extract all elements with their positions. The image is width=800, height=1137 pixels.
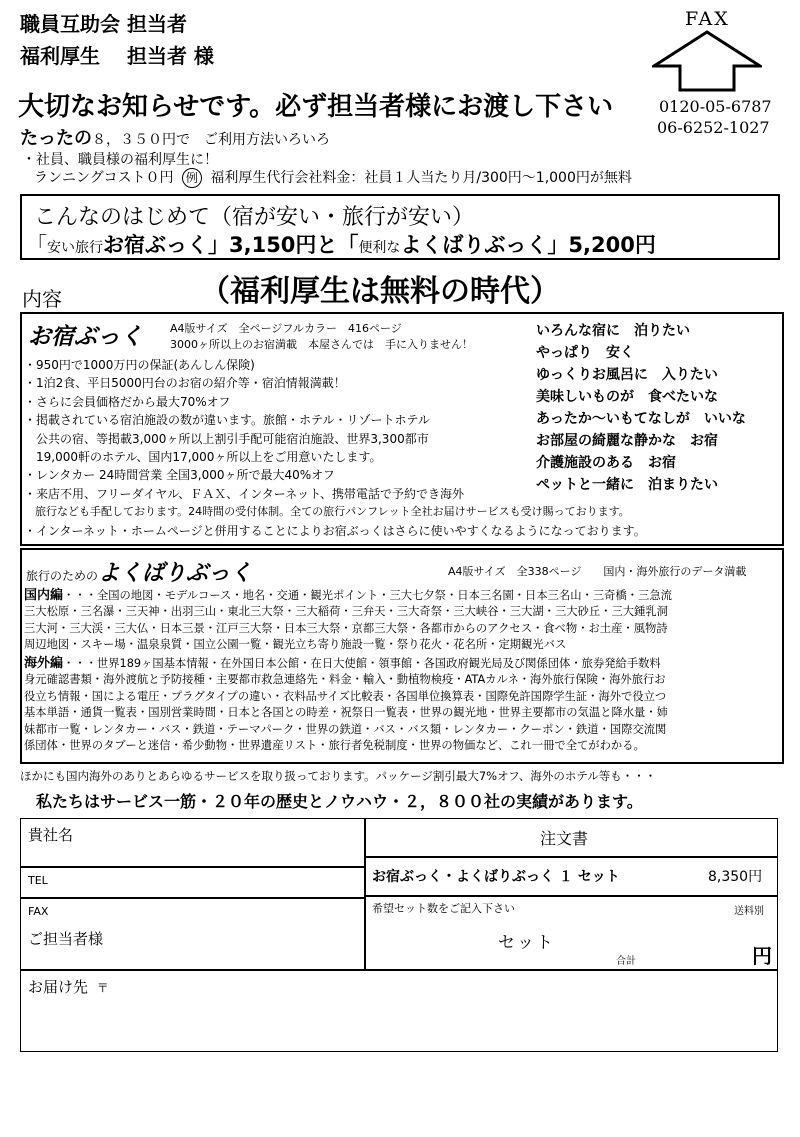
list-item: 公共の宿、等掲載3,000ヶ所以上割引手配可能宿泊施設、世界3,300都市 bbox=[24, 431, 429, 446]
domestic-label: 国内編 bbox=[24, 588, 64, 603]
section-title: （福利厚生は無料の時代） bbox=[200, 274, 560, 309]
yokubari-spec: A4版サイズ 全338ページ 国内・海外旅行のデータ満載 bbox=[448, 565, 747, 578]
domestic-line: ・・・全国の地図・モデルコース・地名・交通・観光ポイント・三大七夕祭・日本三名園・日本三名山・三奇橋・三急流 bbox=[63, 589, 672, 602]
order-product-price: 8,350円 bbox=[708, 869, 763, 885]
list-item: ・掲載されている宿泊施設の数が違います。旅館・ホテル・リゾートホテル bbox=[24, 413, 430, 428]
yokubari-title bbox=[26, 556, 252, 587]
bullet-welfare: ・社員、職員様の福利厚生に！ bbox=[22, 152, 218, 168]
promo-oyado-price: お宿ぶっく」3,150円と「 bbox=[103, 233, 359, 257]
promo-yokubari-price: よくばりぶっく」5,200円 bbox=[400, 233, 656, 257]
footer-note: ほかにも国内海外のありとあらゆるサービスを取り扱っております。パッケージ割引最大7%オフ、海外のホテル等も・・・ bbox=[20, 769, 657, 783]
running-cost-text: ランニングコスト０円 bbox=[34, 170, 174, 186]
quantity-prompt: 希望セット数をご記入下さい bbox=[372, 902, 515, 915]
yokubari-book-box bbox=[20, 548, 784, 764]
list-item: 19,000軒のホテル、国内17,000ヶ所以上をご用意いたします。 bbox=[24, 450, 382, 465]
order-product: お宿ぶっく・よくばりぶっく １ セット bbox=[372, 869, 620, 885]
domestic-section bbox=[24, 588, 672, 654]
postal-mark: 〒 bbox=[96, 981, 109, 995]
promo-quote-open: 「 bbox=[26, 233, 47, 257]
address-field bbox=[28, 976, 109, 997]
form-divider bbox=[20, 897, 364, 899]
overseas-section bbox=[24, 656, 668, 754]
wish-item: ゆっくりお風呂に 入りたい bbox=[536, 367, 718, 383]
oyado-book-name: お宿ぶっく bbox=[28, 324, 143, 350]
form-divider-vertical bbox=[364, 818, 366, 970]
order-title: 注文書 bbox=[540, 829, 589, 848]
tel-field-label: TEL bbox=[28, 874, 48, 887]
price-line-lead: たったの bbox=[20, 128, 92, 149]
form-divider bbox=[364, 856, 778, 858]
contents-label: 内容 bbox=[22, 287, 62, 311]
wish-item: あったか〜いもてなしが いいな bbox=[536, 411, 746, 427]
form-divider bbox=[20, 866, 364, 868]
domestic-line: 三大松原・三名瀑・三天神・出羽三山・東北三大祭・三大稲荷・三弁天・三大奇祭・三大峡谷・三大湖・三大砂丘・三大鍾乳洞 bbox=[24, 605, 668, 619]
yokubari-prefix: 旅行のための bbox=[26, 569, 99, 583]
price-line bbox=[20, 124, 330, 150]
up-arrow-icon bbox=[652, 30, 762, 92]
oyado-spec-2: 3000ヶ所以上のお宿満載 本屋さんでは 手に入りません！ bbox=[170, 338, 473, 351]
overseas-line: 係団体・世界のタブーと迷信・希少動物・世界遺産リスト・旅行者免税制度・世界の物価など、これ一冊で全てがわかる。 bbox=[24, 739, 645, 753]
fax-field-label: FAX bbox=[28, 905, 49, 918]
yokubari-name: よくばりぶっく bbox=[98, 561, 253, 586]
wish-item: いろんな宿に 泊りたい bbox=[536, 323, 690, 339]
list-item: ・1泊2食、平日5000円台のお宿の紹介等・宿泊情報満載！ bbox=[24, 376, 346, 391]
promo-cheap-travel: 安い旅行 bbox=[47, 240, 103, 256]
shipping-note: 送料別 bbox=[734, 906, 764, 917]
overseas-line: 身元確認書類・海外渡航と予防接種・主要都市救急連絡先・料金・輸入・動植物検疫・ATAカルネ・海外旅行保険・海外旅行お bbox=[24, 673, 666, 687]
overseas-line: ・・・世界189ヶ国基本情報・在外国日本公館・在日大使館・領事館・各国政府観光局及び関係団体・旅券発給手数料 bbox=[63, 657, 661, 670]
contact-field-label: ご担当者様 bbox=[28, 930, 104, 948]
promo-convenient: 便利な bbox=[358, 240, 401, 256]
bullet-running-cost bbox=[34, 167, 632, 188]
company-field-label: 貴社名 bbox=[28, 826, 74, 844]
fax-label: FAX bbox=[685, 8, 730, 30]
domestic-line: 三大河・三大渓・三大仏・日本三景・江戸三大祭・日本三大祭・京都三大祭・各都市からのアクセス・食べ物・お土産・風物詩 bbox=[24, 621, 668, 635]
headline: 大切なお知らせです。必ず担当者様にお渡し下さい bbox=[18, 92, 614, 122]
recipient-line-2: 福利厚生 担当者 様 bbox=[20, 44, 214, 68]
oyado-spec-1: A4版サイズ 全ページフルカラー 416ページ bbox=[170, 322, 402, 335]
order-form bbox=[20, 818, 778, 1052]
domestic-line: 周辺地図・スキー場・温泉泉質・国立公園一覧・観光立ち寄り施設一覧・祭り花火・花名所・定期観光バス bbox=[24, 638, 567, 652]
phone-2: 06-6252-1027 bbox=[657, 118, 770, 137]
yen-mark: 円 bbox=[752, 944, 772, 968]
recipient-line-1: 職員互助会 担当者 bbox=[20, 12, 187, 36]
list-item: ・来店不用、フリーダイヤル、ＦＡＸ、インターネット、携帯電話で予約でき海外 bbox=[24, 486, 465, 501]
wish-item: やっぱり 安く bbox=[536, 345, 634, 361]
list-item: ・さらに会員価格だから最大70%オフ bbox=[24, 394, 231, 409]
wish-item: ペットと一緒に 泊まりたい bbox=[536, 477, 718, 493]
address-field-label: お届け先 bbox=[28, 978, 89, 996]
promo-line-1: こんなのはじめて（宿が安い・旅行が安い） bbox=[34, 205, 475, 230]
oyado-wish-list bbox=[536, 320, 746, 496]
oyado-book-box bbox=[20, 312, 784, 546]
list-item: ・レンタカー 24時間営業 全国3,000ヶ所で最大40%オフ bbox=[24, 468, 335, 483]
wish-item: 介護施設のある お宿 bbox=[536, 455, 676, 471]
form-divider bbox=[364, 895, 778, 897]
overseas-label: 海外編 bbox=[24, 656, 64, 671]
wish-item: 美味しいものが 食べたいな bbox=[536, 389, 718, 405]
total-label: 合計 bbox=[616, 956, 636, 967]
wish-item: お部屋の綺麗な静かな お宿 bbox=[536, 433, 718, 449]
list-item: ・インターネット・ホームページと併用することによりお宿ぶっくはさらに使いやすくなるようになっております。 bbox=[24, 523, 646, 538]
list-item: 旅行なども手配しております。24時間の受付体制。全ての旅行パンフレット全社お届けサービスも受け賜っております。 bbox=[24, 505, 630, 519]
overseas-line: 役立ち情報・国による電圧・プラグタイプの違い・衣料品サイズ比較表・各国単位換算表・国際免許国際学生証・海外で役立つ bbox=[24, 689, 667, 703]
phone-1: 0120-05-6787 bbox=[659, 97, 772, 116]
promo-box bbox=[20, 194, 780, 260]
fee-text: 福利厚生代行会社料金：社員１人当たり月/300円〜1,000円が無料 bbox=[210, 170, 632, 186]
promo-line-2 bbox=[26, 229, 656, 259]
list-item: ・950円で1000万円の保証(あんしん保険) bbox=[24, 358, 255, 372]
price-line-text: ８，３５０円で ご利用方法いろいろ bbox=[92, 132, 330, 148]
overseas-line: 基本単語・通貨一覧表・国別営業時間・日本と各国との時差・祝祭日一覧表・世界の観光地・世界主要都市の気温と降水量・姉 bbox=[24, 706, 668, 720]
footer-tagline: 私たちはサービス一筋・２０年の歴史とノウハウ・２，８００社の実績があります。 bbox=[36, 792, 643, 811]
example-icon: 例 bbox=[182, 168, 202, 188]
form-divider bbox=[20, 969, 778, 971]
set-quantity-label: セット bbox=[498, 933, 555, 953]
overseas-line: 妹都市一覧・レンタカー・バス・鉄道・テーマパーク・世界の鉄道・バス・バス類・レンタカー・クーポン・鉄道・国際交流関 bbox=[24, 722, 667, 736]
